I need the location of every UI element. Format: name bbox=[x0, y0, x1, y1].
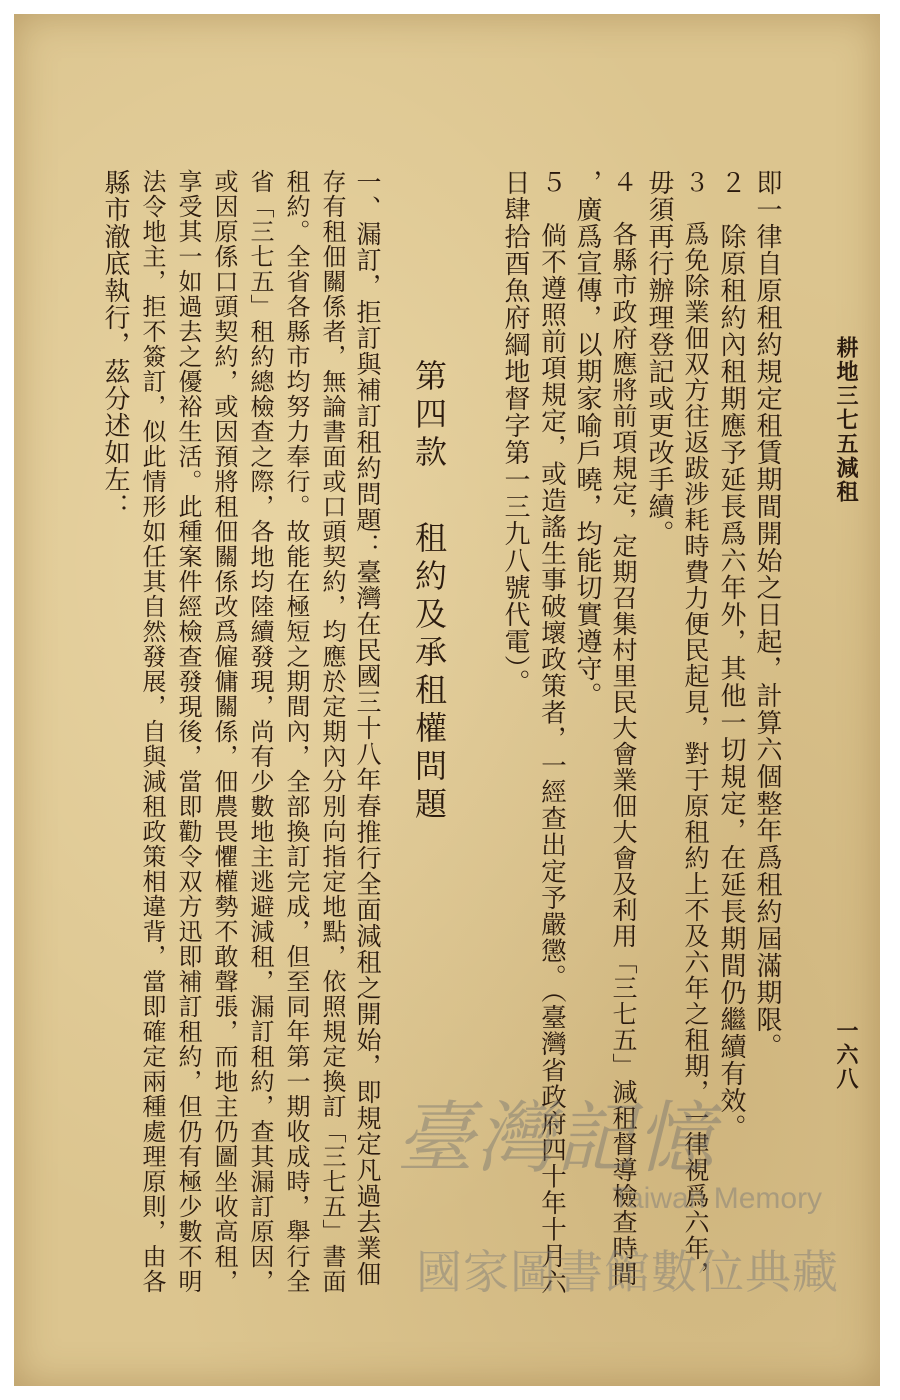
body-column-6: ，廣爲宣傳，以期家喻戶曉，均能切實遵守。 bbox=[572, 169, 602, 709]
body-column-16: 縣市澈底執行，茲分述如左： bbox=[100, 169, 130, 520]
body-column-3: ３ 爲免除業佃双方往返跋涉耗時費力便民起見，對于原租約上不及六年之租期，一律視爲六年， bbox=[681, 169, 710, 1287]
watermark-chinese: 國家圖書館數位典藏 bbox=[416, 1245, 839, 1299]
body-column-15: 法令地主，拒不簽訂，似此情形如任其自然發展，自與減租政策相違背，當即確定兩種處理原則，由各 bbox=[138, 169, 166, 1294]
body-column-1: 即一律自原租約規定租賃期間開始之日起，計算六個整年爲租約屆滿期限。 bbox=[752, 169, 782, 1060]
page-number: 一六八 bbox=[833, 1019, 859, 1091]
body-column-7: ５ 倘不遵照前項規定，或造謠生事破壞政策者，一經查出定予嚴懲。（臺灣省政府四十年十月六 bbox=[537, 169, 567, 1296]
running-header-title: 耕地三七五減租 bbox=[833, 336, 859, 504]
section-title: 租約及承租權問題 bbox=[410, 521, 448, 825]
body-column-2: ２ 除原租約內租期應予延長爲六年外，其他一切規定，在延長期間仍繼續有效。 bbox=[716, 169, 746, 1141]
body-column-11: 租約。全省各縣市均努力奉行。故能在極短之期間內，全部換訂完成，但至同年第一期收成時，舉行全 bbox=[282, 169, 310, 1294]
body-column-8: 日肆拾酉魚府綱地督字第一三九八號代電）。 bbox=[500, 169, 530, 696]
body-column-5: ４ 各縣市政府應將前項規定，定期召集村里民大會業佃大會及利用「三七五」減租督導檢查時間 bbox=[609, 169, 638, 1287]
watermark-english: Taiwan Memory bbox=[612, 1182, 823, 1215]
body-column-13: 或因原係口頭契約，或因預將租佃關係改爲僱傭關係，佃農畏懼權勢不敢聲張，而地主仍圖坐收高租， bbox=[210, 169, 238, 1294]
body-column-9: 一、漏訂，拒訂與補訂租約問題：臺灣在民國三十八年春推行全面減租之開始，即規定凡過去業佃 bbox=[353, 169, 382, 1287]
document-page bbox=[14, 14, 880, 1386]
section-heading bbox=[412, 359, 452, 825]
body-column-12: 省「三七五」租約總檢查之際，各地均陸續發現，尚有少數地主逃避減租，漏訂租約，查其漏訂原因， bbox=[246, 169, 274, 1294]
body-column-14: 享受其一如過去之優裕生活。此種案件經檢查發現後，當即勸令双方迅即補訂租約，但仍有極少數不明 bbox=[174, 169, 202, 1294]
body-column-10: 存有租佃關係者，無論書面或口頭契約，均應於定期內分別向指定地點，依照規定換訂「三七五」書面 bbox=[318, 169, 346, 1294]
watermark-logo-script: 臺灣記憶 bbox=[396, 1094, 717, 1184]
section-number: 第四款 bbox=[410, 359, 448, 473]
body-column-4: 毋須再行辦理登記或更改手續。 bbox=[644, 169, 674, 547]
